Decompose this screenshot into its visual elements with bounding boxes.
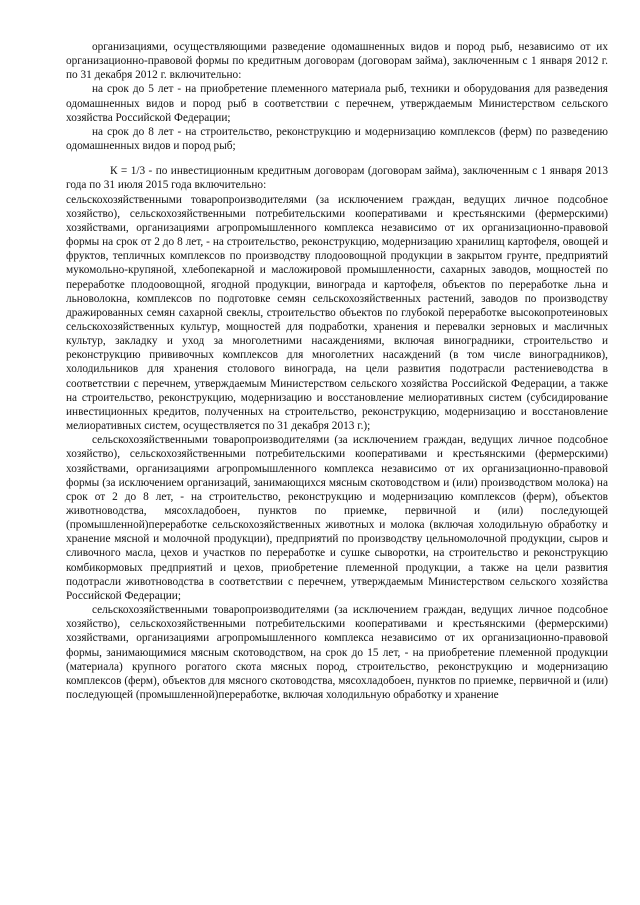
- paragraph-3: на срок до 8 лет - на строительство, реконструкцию и модернизацию комплексов (ферм) по разведению одомашненных видов и пород рыб;: [66, 125, 608, 153]
- paragraph-6: сельскохозяйственными товаропроизводителями (за исключением граждан, ведущих личное подсобное хозяйство), сельскохозяйственными потребительскими кооперативами и крестьянскими (фермерскими) хозяйствами, организациями агропромышленного комплекса независимо от их организационно-правовой формы (за исключением организаций, занимающихся мясным скотоводством и (или) производством молока) на срок от 2 до 8 лет, - на строительство, реконструкцию и модернизацию комплексов (ферм), объектов животноводства, мясохладобоен, пунктов по приемке, первичной и (или) последующей (промышленной)переработке сельскохозяйственных животных и молока (включая холодильную обработку и хранение мясной и молочной продукции), предприятий по производству цельномолочной продукции, сыров и сливочного масла, цехов и участков по переработке и сушке сыворотки, на строительство и реконструкцию комбикормовых предприятий и цехов, приобретение племенной продукции, а также на цели развития подотрасли животноводства в соответствии с перечнем, утверждаемым Министерством сельского хозяйства Российской Федерации;: [66, 434, 608, 602]
- paragraph-2: на срок до 5 лет - на приобретение племенного материала рыб, техники и оборудования для разведения одомашненных видов и пород рыб в соответствии с перечнем, утверждаемым Министерством сельского хозяйства Российской Федерации;: [66, 83, 608, 124]
- paragraph-5: сельскохозяйственными товаропроизводителями (за исключением граждан, ведущих личное подсобное хозяйство), сельскохозяйственными потребительскими кооперативами и крестьянскими (фермерскими) хозяйствами, организациями агропромышленного комплекса независимо от их организационно-правовой формы на срок от 2 до 8 лет, - на строительство, реконструкцию, модернизацию хранилищ картофеля, овощей и фруктов, тепличных комплексов по производству плодоовощной продукции в закрытом грунте, предприятий мукомольно-крупяной, хлебопекарной и масложировой промышленности, сахарных заводов, мощностей по переработке плодоовощной, ягодной продукции, винограда и картофеля, объектов по переработке льна и льноволокна, комплексов по подготовке семян сельскохозяйственных растений, заводов по производству дражированных семян сахарной свеклы, строительство объектов по глубокой переработке высокопротеиновых сельскохозяйственных культур, мощностей для подработки, хранения и перевалки зерновых и масличных культур, закладку и уход за многолетними насаждениями, включая виноградники, строительство и реконструкцию прививочных комплексов для многолетних насаждений (в том числе виноградников), холодильников для хранения столового винограда, на цели развития подотрасли растениеводства в соответствии с перечнем, утверждаемым Министерством сельского хозяйства Российской Федерации, а также на строительство, реконструкцию, модернизацию и восстановление мелиоративных систем (субсидирование инвестиционных кредитов, полученных на строительство, реконструкцию, модернизацию и восстановление мелиоративных систем, осуществляется по 31 декабря 2013 г.);: [66, 193, 608, 433]
- paragraph-4: К = 1/3 - по инвестиционным кредитным договорам (договорам займа), заключенным с 1 января 2013 года по 31 июля 2015 года включительно:: [66, 165, 608, 192]
- paragraph-7: сельскохозяйственными товаропроизводителями (за исключением граждан, ведущих личное подсобное хозяйство), сельскохозяйственными потребительскими кооперативами и крестьянскими (фермерскими) хозяйствами, организациями агропромышленного комплекса независимо от их организационно-правовой формы, занимающимися мясным скотоводством, на срок до 15 лет, - на приобретение племенной продукции (материала) крупного рогатого скота мясных пород, строительство, реконструкцию и модернизацию комплексов (ферм), объектов для мясного скотоводства, мясохладобоен, пунктов по приемке, первичной и (или) последующей (промышленной)переработке, включая холодильную обработку и хранение: [66, 604, 608, 702]
- paragraph-1: организациями, осуществляющими разведение одомашненных видов и пород рыб, независимо от их организационно-правовой формы по кредитным договорам (договорам займа), заключенным с 1 января 2012 г. по 31 декабря 2012 г. включительно:: [66, 41, 608, 82]
- document-body: [66, 40, 608, 702]
